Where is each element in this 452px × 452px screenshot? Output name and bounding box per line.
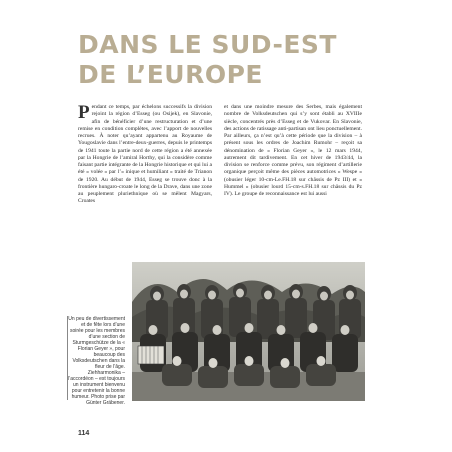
group-photo — [132, 262, 365, 401]
page-number: 114 — [78, 430, 90, 437]
chapter-title — [78, 30, 378, 90]
chapter-title-line-2: DE L’EUROPE — [78, 60, 263, 89]
body-column-right: et dans une moindre mesure des Serbes, mais également nombre de Volksdeutschen qui s’y sont établi au XVIIIe siècle, concentrés près d’Esseg et de Vukovar. En Slavonie, des actions de ratissage anti-partisan ont lieu ponctuellement. Par ailleurs, ça n’est qu’à cette période que la division – à présent sous les ordres de Joachim Rumohr – reçoit sa dénomination de « Florian Geyer », le 12 mars 1944, autrement dit tardivement. En cet hiver de 1943/44, la division se renforce comme prévu, son régiment d’artillerie organique perçoit même des pièces automotrices « Wespe » (obusier léger 10-cm-Le.FH.18 sur châssis de Pz III) et « Hummel » (obusier lourd 15-cm-s.FH.18 sur châssis du Pz IV). Le groupe de reconnaissance est lui aussi — [224, 104, 362, 197]
group-photo-image — [132, 262, 365, 401]
drop-cap: P — [78, 102, 90, 123]
body-text-left: endant ce temps, par échelons successifs la division rejoint la région d’Esseg (ou Osijek), en Slavonie, afin de bénéficier d’une restructuration et d’une remise en condition complètes, avec l’apport de nouvelles recrues. À noter qu’ayant appartenu au Royaume de Yougoslavie dans l’entre-deux-guerres, depuis le printemps de 1941 toute la partie nord de cette région a été annexée par la Hongrie de l’amiral Horthy, qui la considère comme faisant partie intégrante de la Hongrie historique et qui lui a été « volée » par l’« inique et humiliant » traité de Trianon de 1920. Au début de 1944, Esseg se trouve donc à la frontière hungaro-croate le long de la Drave, dans une zone au peuplement pluriethnique où se mêlent Magyars, Croates — [78, 104, 212, 205]
photo-caption: Un peu de divertissement et de fête lors d’une soirée pour les membres d’une section de Sturmgeschütze de la « Florian Geyer », pour beaucoup des Volksdeutschen dans la fleur de l’âge. Ziehharmonika – l’accordéon – est toujours un instrument bienvenu pour entretenir la bonne humeur. Photo prise par Günter Gräbener. — [68, 316, 125, 406]
chapter-title-line-1: DANS LE SUD-EST — [78, 30, 337, 59]
body-column-left — [78, 104, 212, 206]
